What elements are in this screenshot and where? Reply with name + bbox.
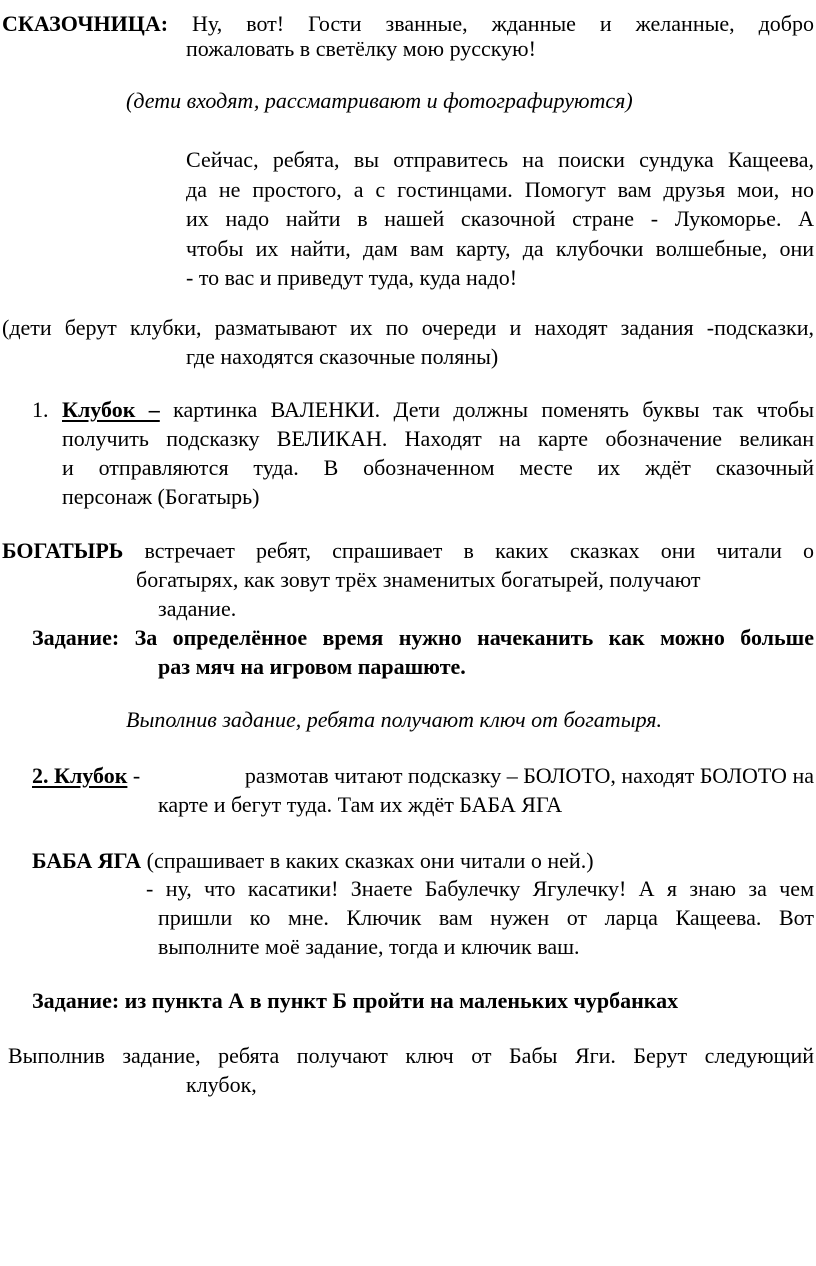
speaker-baba-yaga: БАБА ЯГА [32, 848, 142, 873]
result1: Выполнив задание, ребята получают ключ от богатыря. [126, 707, 663, 732]
item1-line-1 [62, 396, 814, 424]
item1-title: Клубок – [62, 397, 160, 422]
result2-line-1: Выполнив задание, ребята получают ключ от Бабы Яги. Берут следующий [8, 1043, 814, 1068]
item1-line-2: получить подсказку ВЕЛИКАН. Находят на карте обозначение великан [62, 426, 814, 451]
stage-direction-2-line-1: (дети берут клубки, разматывают их по очереди и находят задания -подсказки, [2, 315, 814, 340]
task2: Задание: из пункта А в пункт Б пройти на маленьких чурбанках [32, 988, 679, 1013]
storyteller-line-1 [2, 10, 814, 38]
bogatyr-line-3: задание. [158, 596, 237, 621]
storyteller-para-line-5: - то вас и приведут туда, куда надо! [186, 265, 518, 290]
speaker-storyteller: СКАЗОЧНИЦА: [2, 11, 169, 36]
baba-text-1: (спрашивает в каких сказках они читали о ней.) [146, 848, 594, 873]
list-number-1: 1. [32, 397, 49, 422]
item1-line-4: персонаж (Богатырь) [62, 484, 260, 509]
bogatyr-line-2: богатырях, как зовут трёх знаменитых богатырей, получают [136, 567, 701, 592]
storyteller-para-line-4: чтобы их найти, дам вам карту, да клубочки волшебные, они [186, 236, 814, 261]
baba-line-3: пришли ко мне. Ключик вам нужен от ларца Кащеева. Вот [158, 905, 814, 930]
storyteller-line-2: пожаловать в светёлку мою русскую! [186, 36, 536, 61]
item2-line-1 [32, 762, 814, 790]
result2-line-2: клубок, [186, 1072, 257, 1097]
bogatyr-text-1: встречает ребят, спрашивает в каких сказках они читали о [144, 538, 814, 563]
baba-line-2: - ну, что касатики! Знаете Бабулечку Ягулечку! А я знаю за чем [146, 876, 814, 901]
storyteller-para-line-3: их надо найти в нашей сказочной стране - Лукоморье. А [186, 206, 814, 231]
baba-line-4: выполните моё задание, тогда и ключик ваш. [158, 934, 580, 959]
stage-direction-1: (дети входят, рассматривают и фотографируются) [126, 88, 633, 113]
speaker-bogatyr: БОГАТЫРЬ [2, 538, 124, 563]
item1-text-1: картинка ВАЛЕНКИ. Дети должны поменять буквы так чтобы [173, 397, 815, 422]
storyteller-para-line-1: Сейчас, ребята, вы отправитесь на поиски сундука Кащеева, [186, 147, 814, 172]
item2-line-2: карте и бегут туда. Там их ждёт БАБА ЯГА [158, 792, 563, 817]
storyteller-text-1: Ну, вот! Гости званные, жданные и желанные, добро [192, 11, 814, 36]
item2-text-1: размотав читают подсказку – БОЛОТО, находят БОЛОТО на [244, 763, 814, 788]
item2-dash: - [132, 763, 141, 788]
item2-title: 2. Клубок [32, 763, 128, 788]
bogatyr-line-1 [2, 537, 814, 565]
item1-line-3: и отправляются туда. В обозначенном месте их ждёт сказочный [62, 455, 814, 480]
task1-line-1: Задание: За определённое время нужно начеканить как можно больше [32, 625, 814, 650]
stage-direction-2-line-2: где находятся сказочные поляны) [186, 344, 499, 369]
storyteller-para-line-2: да не простого, а с гостинцами. Помогут вам друзья мои, но [186, 177, 814, 202]
task1-line-2: раз мяч на игровом парашюте. [158, 654, 466, 679]
baba-line-1 [32, 847, 594, 875]
